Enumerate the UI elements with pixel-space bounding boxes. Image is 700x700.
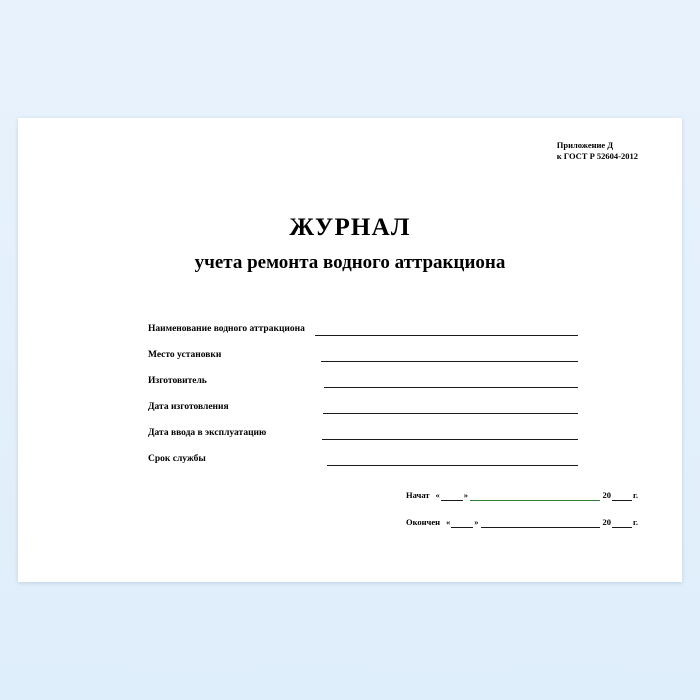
month-input-end[interactable]: [481, 518, 601, 528]
field-label-commissioning-date: Дата ввода в эксплуатацию: [148, 428, 267, 438]
day-input-end[interactable]: [451, 518, 473, 528]
year-input-start[interactable]: [612, 491, 632, 501]
title-block: [18, 214, 682, 274]
quote-close-end: »: [474, 517, 479, 527]
field-label-name: Наименование водного аттракциона: [148, 324, 305, 334]
year-suffix-start: г.: [632, 490, 638, 500]
date-row-end: [406, 517, 638, 528]
year-suffix-end: г.: [632, 517, 638, 527]
form-fields: [148, 310, 578, 466]
date-row-start: [406, 490, 638, 501]
form-row-name: [148, 310, 578, 336]
field-label-manufacture-date: Дата изготовления: [148, 402, 229, 412]
field-input-service-life[interactable]: [327, 454, 578, 466]
month-input-start[interactable]: [470, 491, 600, 501]
page-title: ЖУРНАЛ: [289, 214, 411, 241]
date-label-start: Начат: [406, 490, 430, 500]
quote-close-start: »: [463, 490, 469, 500]
form-row-commissioning-date: [148, 414, 578, 440]
appendix-reference-line2: к ГОСТ Р 52604-2012: [556, 151, 638, 162]
appendix-reference: [557, 140, 638, 163]
form-row-manufacturer: [148, 362, 578, 388]
quote-open-end: «: [446, 517, 451, 527]
form-row-location: [148, 336, 578, 362]
document-page: [18, 118, 682, 582]
day-input-start[interactable]: [441, 491, 463, 501]
form-row-manufacture-date: [148, 388, 578, 414]
date-label-end: Окончен: [406, 517, 441, 527]
date-block: [406, 490, 638, 544]
year-prefix-start: 20: [602, 490, 611, 500]
field-input-location[interactable]: [321, 350, 578, 362]
page-subtitle: учета ремонта водного аттракциона: [194, 252, 506, 273]
form-row-service-life: [148, 440, 578, 466]
field-input-manufacture-date[interactable]: [323, 402, 578, 414]
field-input-commissioning-date[interactable]: [322, 428, 578, 440]
field-label-manufacturer: Изготовитель: [148, 376, 207, 386]
year-input-end[interactable]: [612, 518, 632, 528]
quote-open-start: «: [435, 490, 440, 500]
field-label-location: Место установки: [148, 350, 222, 360]
field-label-service-life: Срок службы: [148, 454, 206, 464]
year-prefix-end: 20: [602, 517, 611, 527]
field-input-manufacturer[interactable]: [324, 376, 578, 388]
field-input-name[interactable]: [315, 324, 578, 336]
appendix-reference-line1: Приложение Д: [556, 140, 614, 150]
